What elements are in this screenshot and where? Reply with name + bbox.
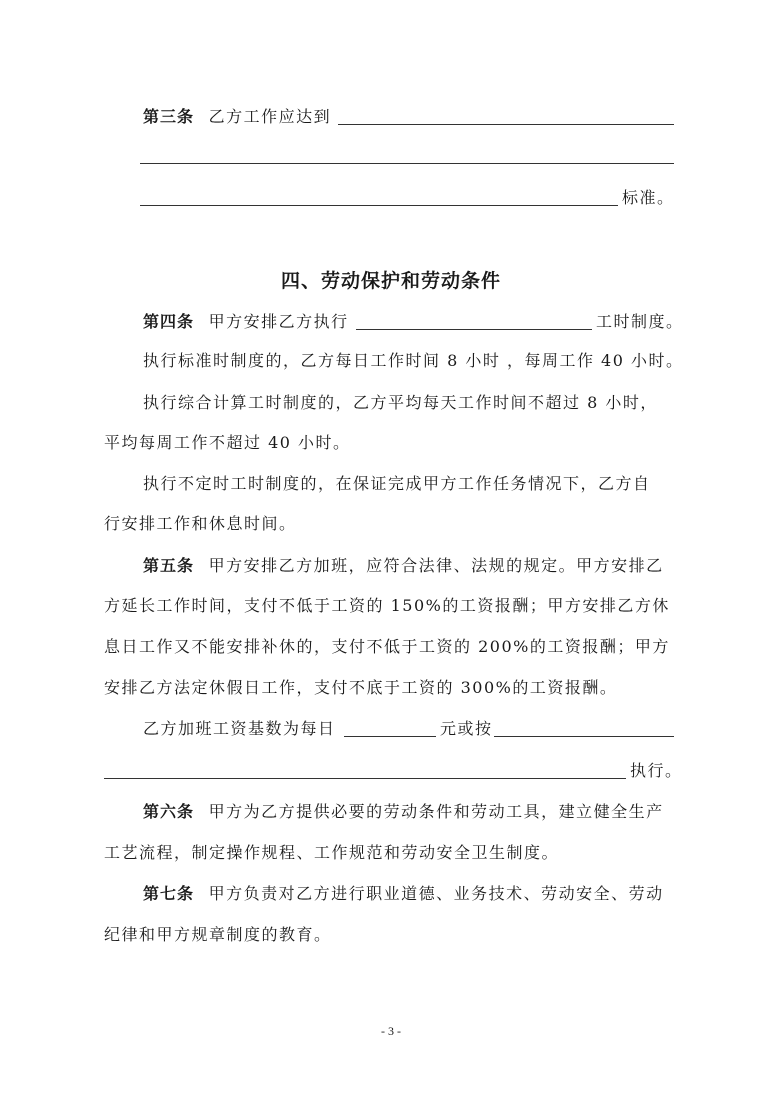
article-4-label: 第四条	[143, 312, 195, 331]
fill-blank	[356, 329, 592, 330]
article-7-label: 第七条	[143, 884, 195, 903]
article-3-end: 标准。	[622, 188, 675, 207]
fill-blank	[494, 736, 674, 737]
article-5-label: 第五条	[143, 556, 195, 575]
article-5-para-2-a: 乙方加班工资基数为每日	[143, 719, 336, 738]
fill-blank	[140, 205, 618, 206]
article-4-para-3-line-2: 行安排工作和休息时间。	[104, 514, 297, 533]
article-5-line-4: 安排乙方法定休假日工作，支付不底于工资的 300%的工资报酬。	[104, 678, 618, 697]
article-4-line-1	[143, 310, 349, 334]
article-5-para-2-b: 元或按	[440, 719, 493, 738]
article-5-line-3: 息日工作又不能安排补休的，支付不低于工资的 200%的工资报酬；甲方	[104, 637, 670, 656]
fill-blank	[104, 778, 626, 779]
article-6-line-2: 工艺流程，制定操作规程、工作规范和劳动安全卫生制度。	[104, 843, 560, 862]
article-6-line-1	[143, 800, 664, 824]
fill-blank	[338, 124, 674, 125]
article-6-label: 第六条	[143, 802, 195, 821]
article-7-line-2: 纪律和甲方规章制度的教育。	[104, 925, 332, 944]
fill-blank	[140, 163, 674, 164]
article-5-para-2-end: 执行。	[630, 761, 683, 780]
article-6-text: 甲方为乙方提供必要的劳动条件和劳动工具，建立健全生产	[208, 802, 664, 821]
page-number: - 3 -	[381, 1024, 401, 1038]
article-5-line-1	[143, 554, 664, 578]
article-3-text: 乙方工作应达到	[208, 107, 332, 126]
article-4-para-2-line-2: 平均每周工作不超过 40 小时。	[104, 433, 351, 452]
fill-blank	[344, 736, 436, 737]
section-heading: 四、劳动保护和劳动条件	[280, 270, 501, 292]
article-7-text: 甲方负责对乙方进行职业道德、业务技术、劳动安全、劳动	[208, 884, 664, 903]
article-4-para-3-line-1: 执行不定时工时制度的，在保证完成甲方工作任务情况下，乙方自	[143, 474, 651, 493]
article-4-after-blank: 工时制度。	[596, 312, 684, 331]
article-4-text: 甲方安排乙方执行	[208, 312, 349, 331]
article-3-line-1	[143, 105, 331, 129]
article-7-line-1	[143, 882, 664, 906]
article-4-para-2-line-1: 执行综合计算工时制度的，乙方平均每天工作时间不超过 8 小时，	[143, 393, 658, 412]
article-3-label: 第三条	[143, 107, 195, 126]
article-4-para-1: 执行标准时制度的，乙方每日工作时间 8 小时 ，每周工作 40 小时。	[143, 351, 684, 370]
article-5-line-2: 方延长工作时间，支付不低于工资的 150%的工资报酬；甲方安排乙方休	[104, 596, 670, 615]
article-5-text: 甲方安排乙方加班，应符合法律、法规的规定。甲方安排乙	[208, 556, 664, 575]
